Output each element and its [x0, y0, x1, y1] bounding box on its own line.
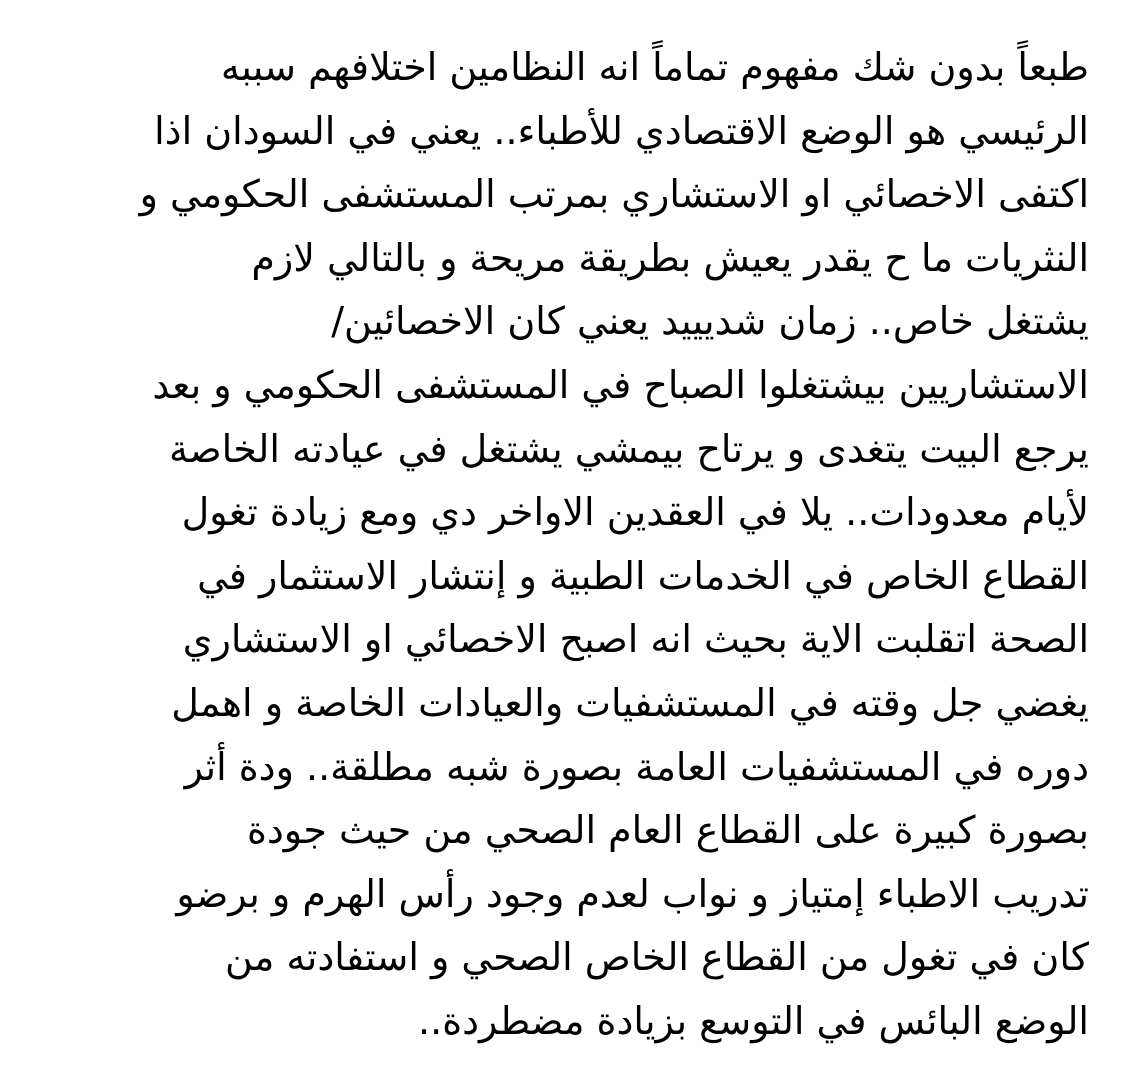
text-line: بصورة كبيرة على القطاع العام الصحي من حيث جودة — [246, 808, 1089, 853]
text-line: يغضي جل وقته في المستشفيات والعيادات الخاصة و اهمل — [171, 680, 1089, 725]
text-line: الوضع البائس في التوسع بزيادة مضطردة.. — [418, 998, 1089, 1043]
text-line: الاستشاريين بيشتغلوا الصباح في المستشفى الحكومي و بعد — [152, 362, 1089, 407]
text-line: يرجع البيت يتغدى و يرتاح بيمشي يشتغل في عيادته الخاصة — [169, 426, 1089, 471]
document-page — [36, 36, 1089, 1068]
text-line: كان في تغول من القطاع الخاص الصحي و استفادته من — [225, 935, 1089, 980]
text-line: تدريب الاطباء إمتياز و نواب لعدم وجود رأس الهرم و برضو — [176, 871, 1089, 916]
text-line: دوره في المستشفيات العامة بصورة شبه مطلقة.. ودة أثر — [184, 744, 1089, 789]
text-line: لأيام معدودات.. يلا في العقدين الاواخر دي ومع زيادة تغول — [181, 490, 1089, 535]
text-line: الرئيسي هو الوضع الاقتصادي للأطباء.. يعني في السودان اذا — [154, 108, 1089, 153]
text-line: القطاع الخاص في الخدمات الطبية و إنتشار الاستثمار في — [197, 553, 1089, 598]
text-line: النثريات ما ح يقدر يعيش بطريقة مريحة و بالتالي لازم — [251, 235, 1089, 280]
text-line: الصحة اتقلبت الاية بحيث انه اصبح الاخصائي او الاستشاري — [182, 617, 1089, 662]
text-line: اكتفى الاخصائي او الاستشاري بمرتب المستشفى الحكومي و — [139, 172, 1089, 217]
text-line: يشتغل خاص.. زمان شديييد يعني كان الاخصائين/ — [331, 299, 1089, 344]
text-line: طبعاً بدون شك مفهوم تماماً انه النظامين اختلافهم سببه — [220, 45, 1089, 89]
